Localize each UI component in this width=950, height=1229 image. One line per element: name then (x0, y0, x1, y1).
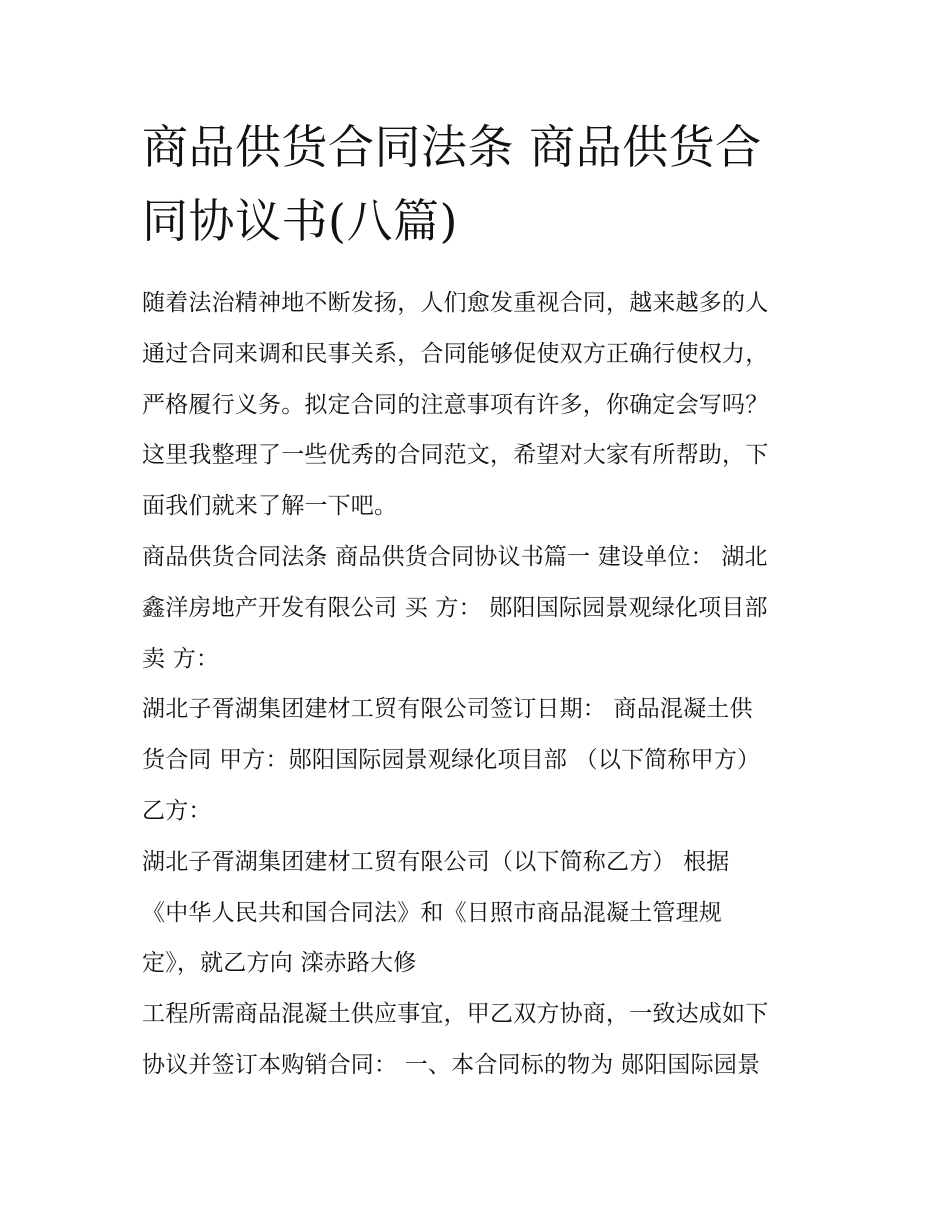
document-title (142, 110, 814, 258)
body-line: 严格履行义务。拟定合同的注意事项有许多，你确定会写吗？ (142, 391, 769, 418)
body-line: 卖 方： (142, 645, 220, 672)
body-line: 乙方： (142, 797, 212, 824)
body-line: 工程所需商品混凝土供应事宜，甲乙双方协商，一致达成如下 (142, 1001, 769, 1028)
document-body (142, 278, 814, 1091)
body-line: 货合同 甲方：郧阳国际园景观绿化项目部 （以下简称甲方） (142, 747, 761, 774)
body-line: 通过合同来调和民事关系，合同能够促使双方正确行使权力， (142, 340, 769, 367)
body-line: 湖北子胥湖集团建材工贸有限公司签订日期： 商品混凝土供 (142, 696, 753, 723)
body-line: 面我们就来了解一下吧。 (142, 493, 398, 520)
body-line: 这里我整理了一些优秀的合同范文，希望对大家有所帮助，下 (142, 442, 769, 469)
body-line: 鑫洋房地产开发有限公司 买 方： 郧阳国际园景观绿化项目部 (142, 594, 768, 621)
body-line: 湖北子胥湖集团建材工贸有限公司（以下简称乙方） 根据 (142, 848, 730, 875)
body-line: 商品供货合同法条 商品供货合同协议书篇一 建设单位： 湖北 (142, 543, 768, 570)
body-line: 定》，就乙方向 滦赤路大修 (142, 950, 417, 977)
document-page (142, 110, 814, 1091)
body-line: 《中华人民共和国合同法》和《日照市商品混凝土管理规 (142, 899, 722, 926)
title-line: 同协议书(八篇) (142, 194, 458, 248)
body-line: 协议并签订本购销合同： 一、本合同标的物为 郧阳国际园景 (142, 1051, 761, 1078)
body-line: 随着法治精神地不断发扬，人们愈发重视合同，越来越多的人 (142, 290, 769, 316)
title-line: 商品供货合同法条 商品供货合 (142, 120, 762, 174)
